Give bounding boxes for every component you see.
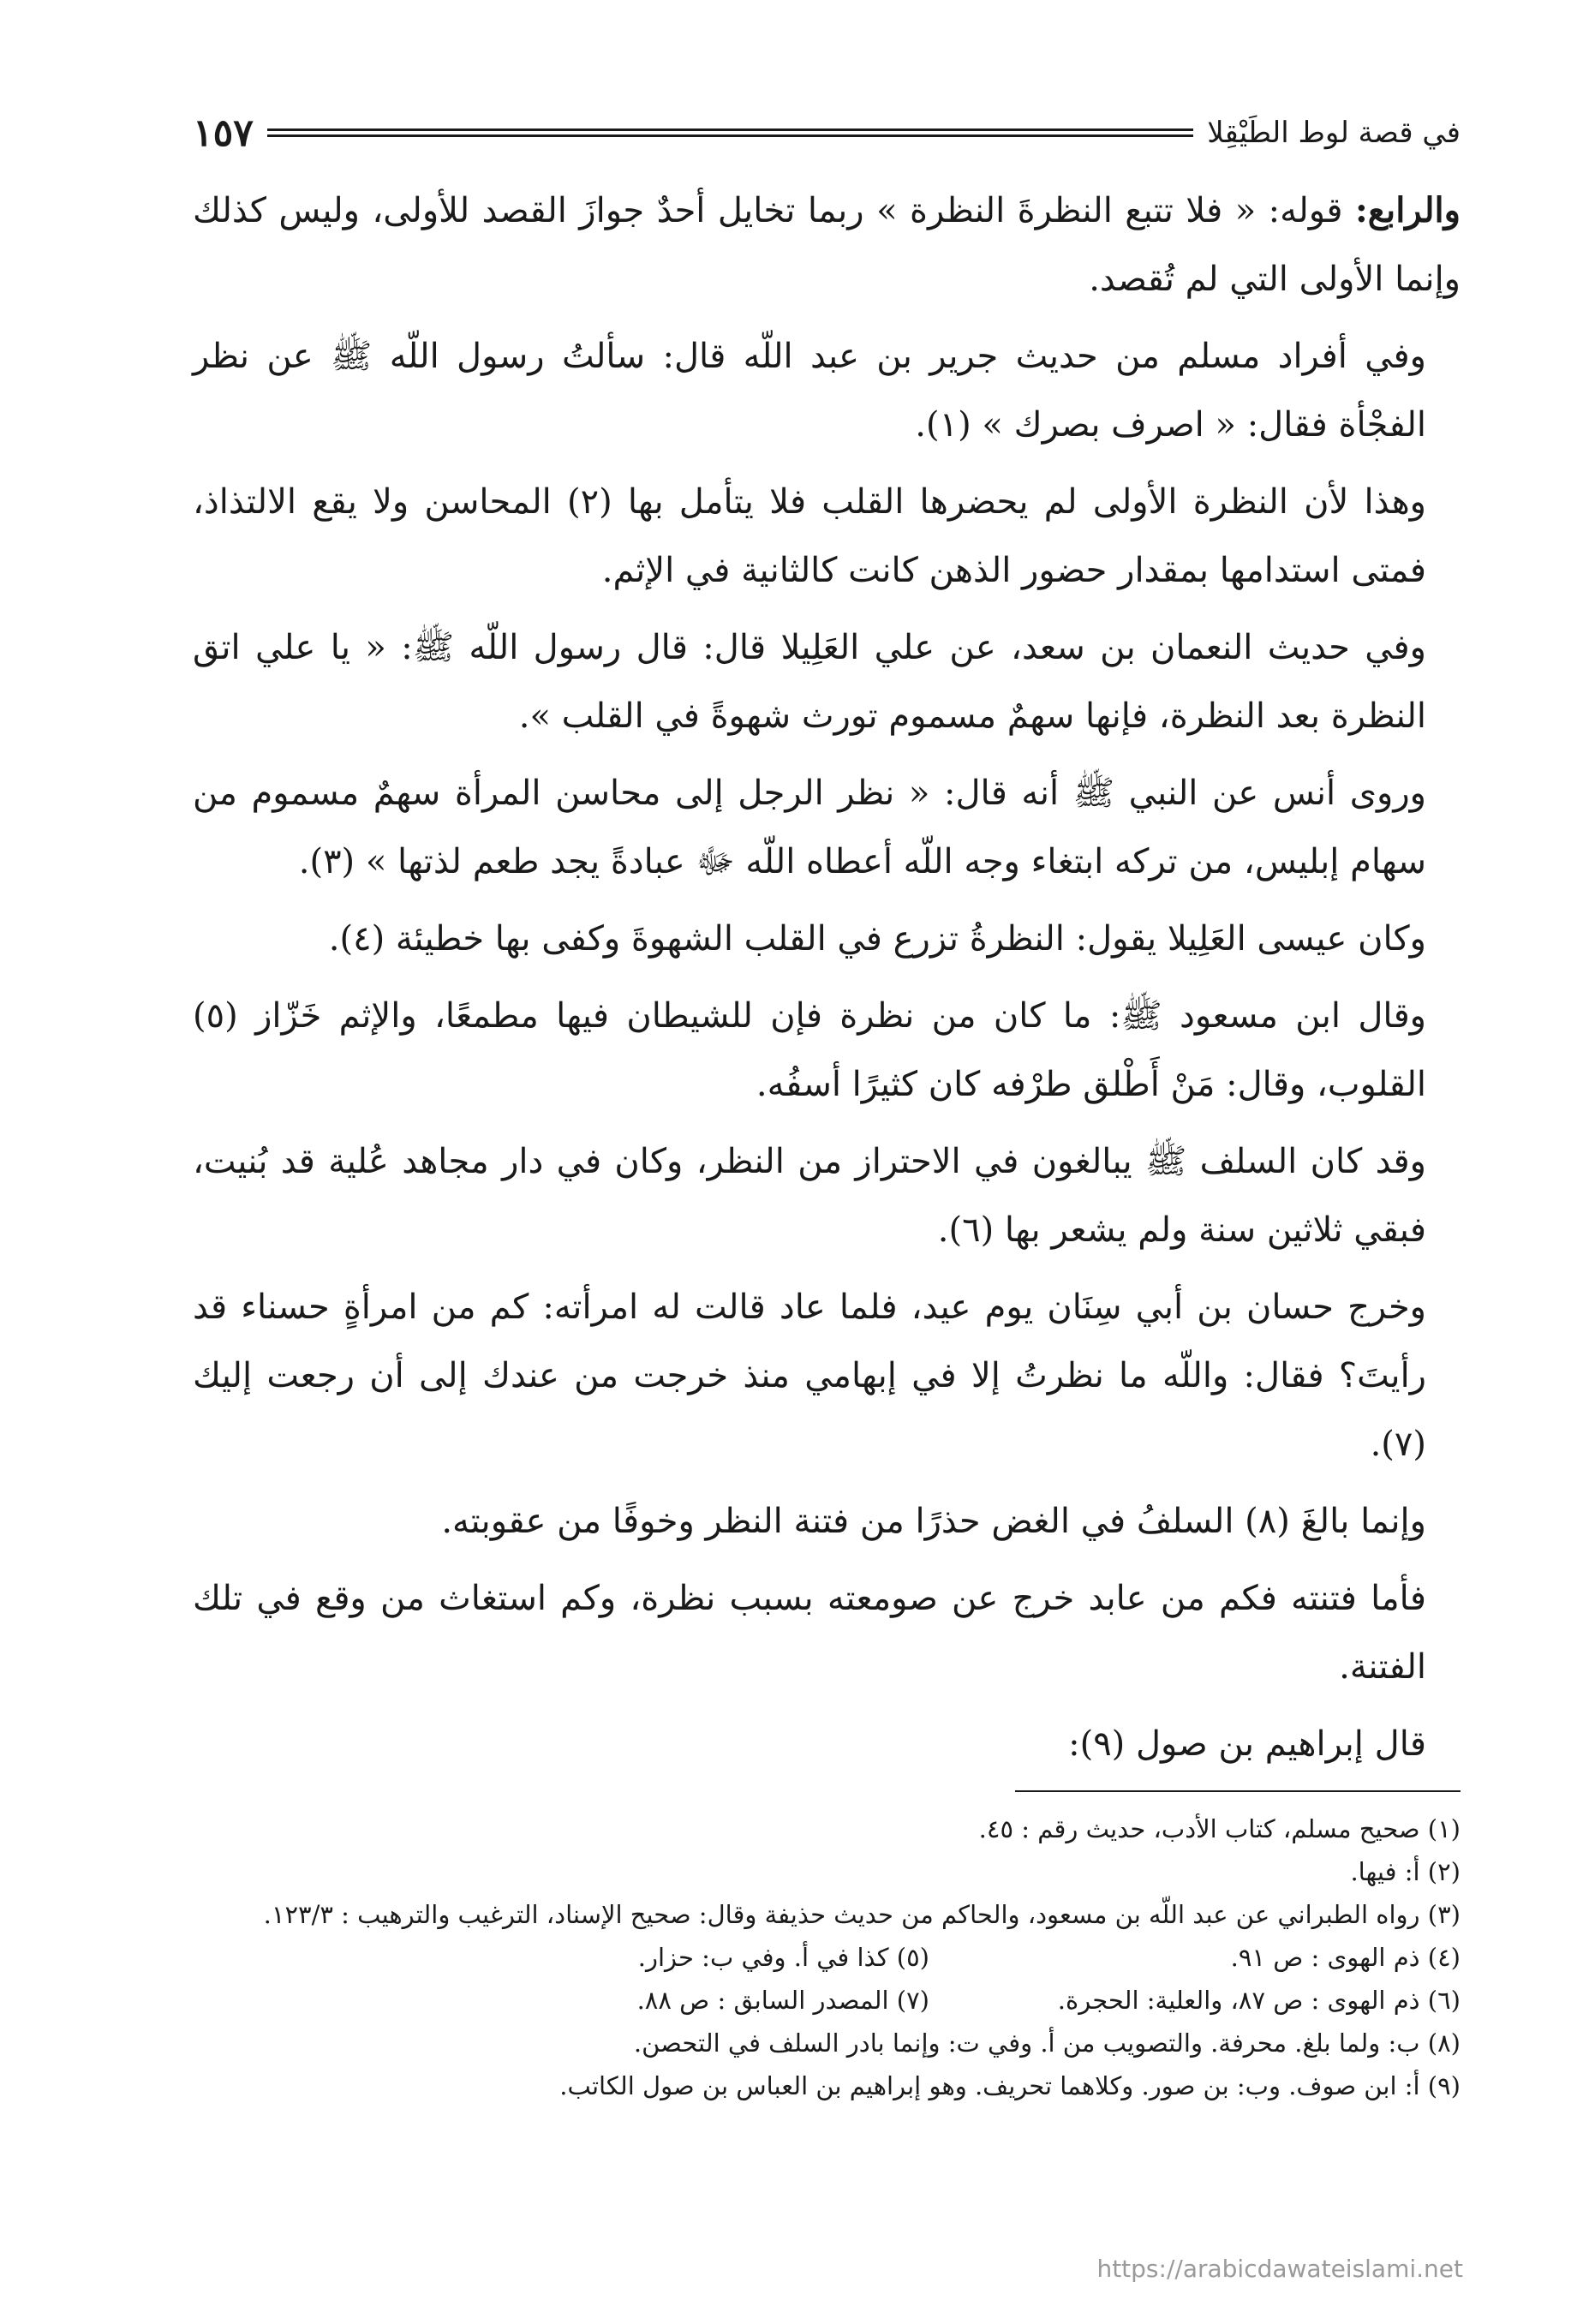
footnote-separator [1015, 1790, 1461, 1792]
header-double-rule [267, 128, 1193, 137]
paragraph-text: وهذا لأن النظرة الأولى لم يحضرها القلب فلا يتأمل بها (٢) المحاسن ولا يقع الالتذاذ، فمتى استدامها بمقدار حضور الذهن كانت كالثانية في الإثم. [193, 482, 1426, 590]
poem-intro: قال إبراهيم بن صول (٩): [1068, 1724, 1426, 1764]
paragraph [193, 1564, 1461, 1701]
footnote: (٤) ذم الهوى : ص ٩١. [1230, 1943, 1461, 1972]
page-number: ١٥٧ [193, 111, 254, 155]
paragraph-text: قوله: « فلا تتبع النظرةَ النظرة » ربما تخايل أحدٌ جوازَ القصد للأولى، وليس كذلك وإنما الأولى التي لم تُقصد. [193, 191, 1461, 299]
paragraph-text: وكان عيسى العَلِيلا يقول: النظرةُ تزرع في القلب الشهوةَ وكفى بها خطيئة (٤). [328, 919, 1426, 959]
footnote: (٢) أ: فيها. [1350, 1857, 1461, 1886]
footnote: (٣) رواه الطبراني عن عبد اللّه بن مسعود، والحاكم من حديث حذيفة وقال: صحيح الإسناد، الترغيب والترهيب : ١٢٣/٣. [263, 1900, 1461, 1929]
footnote: (٥) كذا في أ. وفي ب: حزار. [637, 1943, 929, 1972]
paragraph [193, 1487, 1461, 1556]
paragraph [193, 982, 1461, 1119]
paragraph [193, 613, 1461, 750]
paragraph-text: وخرج حسان بن أبي سِنَان يوم عيد، فلما عاد قالت له امرأته: كم من امرأةٍ حسناء قد رأيتَ؟ فقال: واللّه ما نظرتُ إلا في إبهامي منذ خرجت من عندك إلى أن رجعت إليك (٧). [193, 1287, 1426, 1464]
paragraph-text: وقد كان السلف ﷺ يبالغون في الاحتراز من النظر، وكان في دار مجاهد عُلية قد بُنيت، فبقي ثلاثين سنة ولم يشعر بها (٦). [193, 1142, 1426, 1250]
footnote: (٨) ب: ولما بلغ. محرفة. والتصويب من أ. وفي ت: وإنما بادر السلف في التحصن. [633, 2028, 1461, 2058]
book-page [193, 103, 1461, 2107]
paragraph-text: وقال ابن مسعود ﷺ: ما كان من نظرة فإن للشيطان فيها مطمعًا، والإثم خَزّاز (٥) القلوب، وقال: مَنْ أَطْلق طرْفه كان كثيرًا أسفُه. [193, 996, 1426, 1104]
paragraph-text: وروى أنس عن النبي ﷺ أنه قال: « نظر الرجل إلى محاسن المرأة سهمٌ مسموم من سهام إبليس، من تركه ابتغاء وجه اللّه أعطاه اللّه ﷻ عبادةً يجد طعم لذتها » (٣). [193, 774, 1426, 881]
footnote: (٦) ذم الهوى : ص ٨٧، والعلية: الحجرة. [1057, 1986, 1461, 2015]
paragraph-lead: والرابع: [1355, 190, 1461, 230]
paragraph [193, 322, 1461, 459]
footnote-row [193, 1979, 1461, 2022]
paragraph-text: وفي أفراد مسلم من حديث جرير بن عبد اللّه قال: سألتُ رسول اللّه ﷺ عن نظر الفجْأة فقال: « اصرف بصرك » (١). [193, 337, 1426, 445]
paragraph-text: فأما فتنته فكم من عابد خرج عن صومعته بسبب نظرة، وكم استغاث من وقع في تلك الفتنة. [193, 1579, 1426, 1687]
paragraph [193, 905, 1461, 973]
paragraph [193, 759, 1461, 896]
paragraph [193, 1127, 1461, 1264]
footnotes [193, 1807, 1461, 2107]
running-header [193, 103, 1461, 163]
paragraph [193, 1273, 1461, 1479]
footnote: (١) صحيح مسلم، كتاب الأدب، حديث رقم : ٤٥. [978, 1814, 1461, 1843]
main-text [193, 176, 1461, 1778]
paragraph-text: وإنما بالغَ (٨) السلفُ في الغض حذرًا من فتنة النظر وخوفًا من عقوبته. [441, 1502, 1426, 1541]
paragraph-text: وفي حديث النعمان بن سعد، عن علي العَلِيلا قال: قال رسول اللّه ﷺ: « يا علي اتق النظرة بعد النظرة، فإنها سهمٌ مسموم تورث شهوةً في القلب ». [193, 628, 1426, 736]
watermark-url: https://arabicdawateislami.net [1096, 2255, 1463, 2283]
chapter-title: في قصة لوط الطَيْقِلا [1207, 116, 1461, 150]
footnote-row [193, 1936, 1461, 1979]
paragraph [193, 176, 1461, 314]
footnote: (٧) المصدر السابق : ص ٨٨. [636, 1986, 929, 2015]
paragraph [193, 468, 1461, 605]
footnote: (٩) أ: ابن صوف. وب: بن صور. وكلاهما تحريف. وهو إبراهيم بن العباس بن صول الكاتب. [559, 2071, 1461, 2100]
